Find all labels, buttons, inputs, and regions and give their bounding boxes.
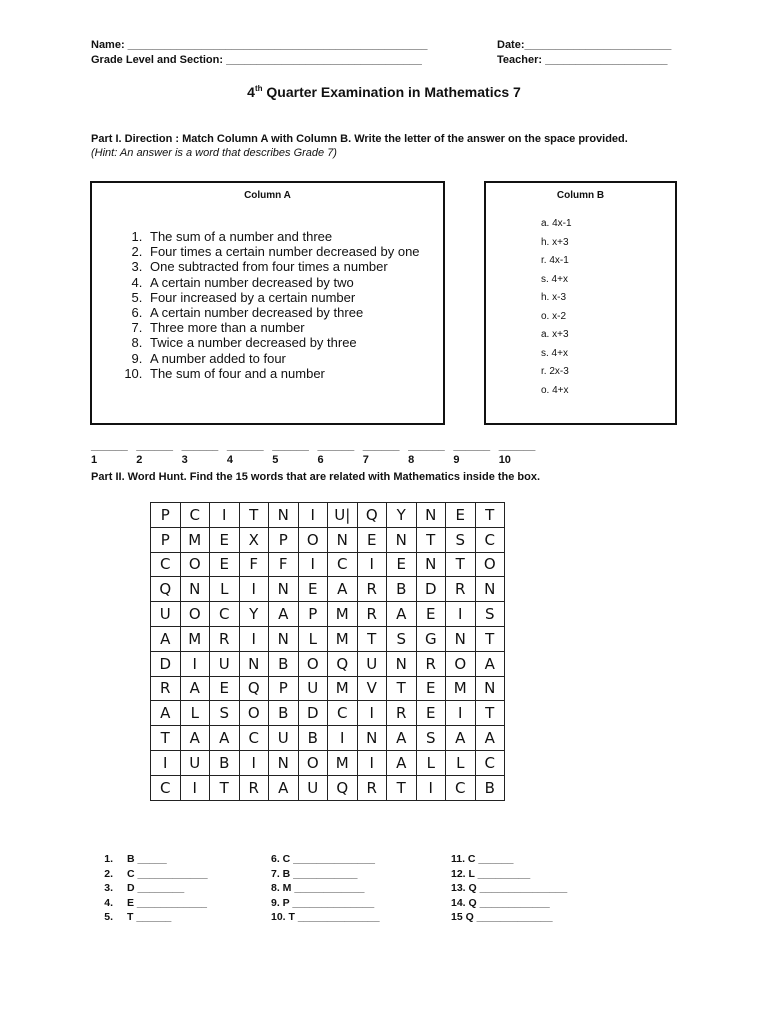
grade-section-field[interactable]: Grade Level and Section: ________________________________ — [91, 54, 422, 66]
grid-cell[interactable]: R — [416, 651, 446, 676]
word-answer-item[interactable]: 7. B ___________ — [271, 867, 358, 880]
word-answer-number: 2. — [104, 867, 113, 880]
grid-cell[interactable]: N — [239, 651, 269, 676]
teacher-field[interactable]: Teacher: ____________________ — [497, 54, 668, 66]
grid-cell[interactable]: N — [328, 527, 358, 552]
part1-hint: (Hint: An answer is a word that describes Grade 7) — [91, 147, 337, 159]
answer-blank-number: 9 — [453, 454, 460, 466]
grid-cell[interactable]: Y — [387, 503, 417, 528]
word-answer-number: 1. — [104, 853, 113, 865]
grid-cell[interactable]: Q — [239, 676, 269, 701]
grid-cell[interactable]: P — [151, 527, 181, 552]
grid-cell[interactable]: U — [269, 726, 299, 751]
grid-cell[interactable]: T — [475, 626, 505, 651]
grid-cell[interactable]: N — [357, 726, 387, 751]
column-b-item: a. x+3 — [541, 329, 569, 340]
grid-row — [151, 552, 505, 577]
grid-cell[interactable]: A — [151, 626, 181, 651]
grid-cell[interactable]: U — [298, 775, 328, 800]
grid-cell[interactable]: A — [269, 602, 299, 627]
grid-cell[interactable]: R — [387, 701, 417, 726]
grid-cell[interactable]: R — [357, 602, 387, 627]
grid-cell[interactable]: N — [475, 577, 505, 602]
grid-cell[interactable]: O — [180, 602, 210, 627]
word-answer-item[interactable]: 11. C ______ — [451, 853, 514, 865]
grid-cell[interactable]: I — [239, 577, 269, 602]
title-ordinal-number: 4 — [247, 84, 255, 100]
part1-direction: Part I. Direction : Match Column A with Column B. Write the letter of the answer on the space provided. — [91, 133, 628, 145]
grid-cell[interactable]: P — [269, 676, 299, 701]
column-a-item: 1. The sum of a number and three — [146, 229, 420, 244]
column-a-item: 7. Three more than a number — [146, 320, 420, 335]
grid-row — [151, 775, 505, 800]
column-a-item: 8. Twice a number decreased by three — [146, 335, 420, 350]
column-b-title: Column B — [556, 190, 605, 201]
word-answer-item[interactable] — [91, 897, 208, 912]
answer-blank-number: 1 — [91, 454, 98, 466]
page-title — [0, 84, 768, 100]
grid-cell[interactable]: R — [151, 676, 181, 701]
word-answer-number: 4. — [104, 896, 113, 909]
word-answer-item[interactable]: 14. Q ____________ — [451, 896, 550, 909]
answer-blank-number: 7 — [362, 454, 369, 466]
grid-row — [151, 651, 505, 676]
answer-blank-number: 3 — [181, 454, 188, 466]
word-answer-number: 5. — [104, 911, 113, 924]
grid-cell[interactable]: P — [269, 527, 299, 552]
column-a-item: 2. Four times a certain number decreased by one — [146, 244, 420, 259]
grid-cell[interactable]: B — [475, 775, 505, 800]
grid-cell[interactable]: R — [357, 775, 387, 800]
name-field[interactable]: Name: _________________________________________________ — [91, 39, 428, 51]
grid-cell[interactable]: F — [269, 552, 299, 577]
grid-cell[interactable]: I — [151, 750, 181, 775]
column-a-item: 3. One subtracted from four times a number — [146, 259, 420, 274]
grid-cell[interactable]: E — [298, 577, 328, 602]
grid-cell[interactable]: N — [269, 577, 299, 602]
word-answer-number: 3. — [104, 882, 113, 895]
grid-row — [151, 726, 505, 751]
word-answer-item[interactable]: 13. Q _______________ — [451, 882, 568, 895]
grid-cell[interactable]: Q — [151, 577, 181, 602]
grid-cell[interactable]: M — [328, 602, 358, 627]
grid-cell[interactable]: S — [416, 726, 446, 751]
grid-cell[interactable]: C — [239, 726, 269, 751]
answer-blank-number: 6 — [317, 454, 324, 466]
grid-cell[interactable]: I — [357, 701, 387, 726]
column-a-item: 6. A certain number decreased by three — [146, 305, 420, 320]
word-answer-item[interactable]: 12. L _________ — [451, 867, 531, 880]
grid-cell[interactable]: O — [475, 552, 505, 577]
grid-row — [151, 503, 505, 528]
grid-cell[interactable]: E — [416, 701, 446, 726]
grid-cell[interactable]: O — [239, 701, 269, 726]
grid-cell[interactable]: I — [357, 750, 387, 775]
word-answer-text: E ____________ — [127, 896, 207, 909]
grid-cell[interactable]: Y — [239, 602, 269, 627]
grid-cell[interactable]: F — [239, 552, 269, 577]
grid-cell[interactable]: A — [180, 726, 210, 751]
grid-cell[interactable]: B — [298, 726, 328, 751]
grid-row — [151, 577, 505, 602]
grid-cell[interactable]: B — [210, 750, 240, 775]
grid-cell[interactable]: C — [210, 602, 240, 627]
grid-cell[interactable]: M — [180, 527, 210, 552]
answer-blank-number: 4 — [226, 454, 234, 466]
grid-cell[interactable]: Q — [328, 775, 358, 800]
word-answer-item[interactable] — [91, 882, 208, 897]
answer-blanks — [91, 440, 541, 470]
grid-cell[interactable]: N — [475, 676, 505, 701]
grid-cell[interactable]: T — [151, 726, 181, 751]
column-a-item: 9. A number added to four — [146, 351, 420, 366]
column-b-list — [541, 215, 572, 400]
word-answer-text: C ____________ — [127, 867, 208, 880]
word-answer-item[interactable]: 6. C ______________ — [271, 853, 375, 865]
date-field[interactable]: Date:________________________ — [497, 39, 672, 51]
grid-cell[interactable]: C — [180, 503, 210, 528]
grid-row — [151, 602, 505, 627]
grid-cell[interactable]: S — [446, 527, 476, 552]
grid-cell[interactable]: A — [387, 750, 417, 775]
word-answer-item[interactable] — [91, 911, 208, 926]
grid-cell[interactable]: O — [180, 552, 210, 577]
grid-cell[interactable]: T — [475, 701, 505, 726]
grid-cell[interactable]: T — [387, 676, 417, 701]
grid-cell[interactable]: P — [151, 503, 181, 528]
grid-cell[interactable]: O — [298, 750, 328, 775]
grid-cell[interactable]: E — [210, 527, 240, 552]
grid-cell[interactable]: L — [446, 750, 476, 775]
grid-cell[interactable]: B — [387, 577, 417, 602]
grid-cell[interactable]: B — [269, 651, 299, 676]
part2-direction: Part II. Word Hunt. Find the 15 words that are related with Mathematics inside the box. — [91, 471, 541, 483]
grid-row — [151, 626, 505, 651]
grid-cell[interactable]: T — [210, 775, 240, 800]
answer-blank-line[interactable]: ______ — [91, 440, 128, 452]
column-b-item: h. x-3 — [541, 292, 567, 303]
grid-row — [151, 527, 505, 552]
grid-cell[interactable]: N — [416, 552, 446, 577]
grid-cell[interactable]: M — [328, 676, 358, 701]
grid-cell[interactable]: A — [210, 726, 240, 751]
grid-cell[interactable]: R — [239, 775, 269, 800]
column-b-item: s. 4+x — [541, 273, 568, 285]
column-a-item: 4. A certain number decreased by two — [146, 275, 420, 290]
grid-cell[interactable]: I — [357, 552, 387, 577]
word-answer-item[interactable]: 10. T ______________ — [271, 911, 380, 924]
answers-column-2 — [271, 853, 380, 926]
column-a-item: 5. Four increased by a certain number — [146, 290, 420, 305]
grid-cell[interactable]: D — [416, 577, 446, 602]
column-b-item: s. 4+x — [541, 347, 568, 359]
answer-blank-line[interactable]: ______ — [317, 440, 355, 452]
grid-cell[interactable]: I — [298, 503, 328, 528]
grid-cell[interactable]: I — [210, 503, 240, 528]
grid-cell[interactable]: R — [446, 577, 476, 602]
column-b-item: r. 4x-1 — [541, 255, 569, 266]
grid-cell[interactable]: L — [416, 750, 446, 775]
grid-cell[interactable]: A — [269, 775, 299, 800]
grid-cell[interactable]: M — [180, 626, 210, 651]
title-text: Quarter Examination in Mathematics 7 — [262, 84, 521, 100]
grid-cell[interactable]: N — [269, 750, 299, 775]
grid-cell[interactable]: I — [239, 750, 269, 775]
grid-cell[interactable]: V — [357, 676, 387, 701]
answer-blank-line[interactable]: ______ — [453, 440, 491, 452]
grid-cell[interactable]: N — [446, 626, 476, 651]
grid-cell[interactable]: U — [210, 651, 240, 676]
column-a-list — [92, 229, 420, 381]
grid-cell[interactable]: I — [180, 651, 210, 676]
column-b-box — [484, 181, 677, 425]
grid-cell[interactable]: U — [357, 651, 387, 676]
word-answer-item[interactable]: 8. M ____________ — [271, 882, 365, 895]
grid-cell[interactable]: C — [151, 775, 181, 800]
word-answer-text: D ________ — [127, 882, 185, 895]
grid-cell[interactable]: I — [298, 552, 328, 577]
grid-cell[interactable]: A — [151, 701, 181, 726]
grid-cell[interactable]: A — [387, 726, 417, 751]
grid-cell[interactable]: G — [416, 626, 446, 651]
grid-cell[interactable]: E — [416, 602, 446, 627]
grid-cell[interactable]: C — [475, 527, 505, 552]
answer-blank-line[interactable]: ______ — [362, 440, 400, 452]
word-hunt-grid — [150, 502, 505, 801]
grid-cell[interactable]: A — [328, 577, 358, 602]
grid-cell[interactable]: O — [446, 651, 476, 676]
column-b-item: a. 4x-1 — [541, 218, 572, 229]
word-answer-item[interactable]: 15 Q _____________ — [451, 911, 553, 924]
grid-cell[interactable]: D — [298, 701, 328, 726]
answer-blank-number: 5 — [272, 454, 279, 466]
grid-cell[interactable]: I — [328, 726, 358, 751]
grid-cell[interactable]: O — [298, 527, 328, 552]
grid-cell[interactable]: E — [416, 676, 446, 701]
grid-cell[interactable]: D — [151, 651, 181, 676]
grid-cell[interactable]: L — [298, 626, 328, 651]
answers-column-3 — [451, 853, 567, 926]
grid-cell[interactable]: U — [298, 676, 328, 701]
answer-blank-line[interactable]: ______ — [226, 440, 264, 452]
grid-cell[interactable]: L — [210, 577, 240, 602]
grid-cell[interactable]: E — [210, 676, 240, 701]
grid-cell[interactable]: E — [446, 503, 476, 528]
grid-cell[interactable]: N — [387, 527, 417, 552]
answer-blank-line[interactable]: ______ — [136, 440, 174, 452]
grid-cell[interactable]: R — [357, 577, 387, 602]
grid-cell[interactable]: I — [239, 626, 269, 651]
grid-cell[interactable]: L — [180, 701, 210, 726]
grid-cell[interactable]: X — [239, 527, 269, 552]
grid-cell[interactable]: U — [151, 602, 181, 627]
grid-cell[interactable]: S — [475, 602, 505, 627]
word-answer-item[interactable]: 9. P ______________ — [271, 896, 375, 909]
grid-cell[interactable]: E — [387, 552, 417, 577]
column-b-item: h. x+3 — [541, 236, 569, 248]
word-answer-item[interactable] — [91, 868, 208, 883]
grid-cell[interactable]: A — [475, 651, 505, 676]
grid-cell[interactable]: M — [328, 750, 358, 775]
column-a-box — [90, 181, 445, 425]
column-a-title: Column A — [244, 190, 291, 201]
grid-row — [151, 701, 505, 726]
word-answer-item[interactable] — [91, 853, 208, 868]
grid-cell[interactable]: C — [328, 552, 358, 577]
word-answer-text: B _____ — [127, 853, 167, 865]
grid-cell[interactable]: R — [210, 626, 240, 651]
grid-cell[interactable]: M — [446, 676, 476, 701]
grid-cell[interactable]: A — [387, 602, 417, 627]
grid-cell[interactable]: N — [269, 626, 299, 651]
grid-cell[interactable]: T — [357, 626, 387, 651]
answer-blank-line[interactable]: ______ — [408, 440, 445, 452]
grid-cell[interactable]: Q — [328, 651, 358, 676]
grid-cell[interactable]: C — [475, 750, 505, 775]
grid-cell[interactable]: I — [416, 775, 446, 800]
grid-row — [151, 676, 505, 701]
grid-cell[interactable]: Q — [357, 503, 387, 528]
answer-blank-number: 10 — [498, 454, 511, 466]
grid-cell[interactable]: A — [475, 726, 505, 751]
grid-cell[interactable]: A — [180, 676, 210, 701]
column-b-item: r. 2x-3 — [541, 366, 569, 377]
grid-cell[interactable]: T — [446, 552, 476, 577]
grid-cell[interactable]: U — [180, 750, 210, 775]
grid-cell[interactable]: N — [416, 503, 446, 528]
grid-cell[interactable]: I — [446, 701, 476, 726]
column-a-item: 10. The sum of four and a number — [146, 366, 420, 381]
answer-blank-number: 8 — [408, 454, 415, 466]
grid-row — [151, 750, 505, 775]
grid-cell[interactable]: C — [151, 552, 181, 577]
title-ordinal-suffix: th — [254, 84, 263, 93]
word-answer-text: T ______ — [127, 911, 172, 924]
grid-cell[interactable]: I — [180, 775, 210, 800]
column-b-item: o. 4+x — [541, 384, 569, 396]
grid-cell[interactable]: T — [239, 503, 269, 528]
answer-blank-line[interactable]: ______ — [181, 440, 219, 452]
answer-blank-line[interactable]: ______ — [272, 440, 309, 452]
grid-cell[interactable]: S — [210, 701, 240, 726]
grid-cell[interactable]: B — [269, 701, 299, 726]
answers-column-1 — [91, 853, 208, 926]
grid-cell[interactable]: N — [269, 503, 299, 528]
grid-cell[interactable]: M — [328, 626, 358, 651]
grid-cell[interactable]: P — [298, 602, 328, 627]
grid-cell[interactable]: O — [298, 651, 328, 676]
grid-cell[interactable]: T — [475, 503, 505, 528]
grid-cell[interactable]: E — [210, 552, 240, 577]
grid-cell[interactable]: N — [387, 651, 417, 676]
grid-cell[interactable]: C — [328, 701, 358, 726]
grid-cell[interactable]: T — [387, 775, 417, 800]
grid-cell[interactable]: C — [446, 775, 476, 800]
answer-blank-line[interactable]: ______ — [498, 440, 536, 452]
column-b-item: o. x-2 — [541, 310, 567, 322]
grid-cell[interactable]: N — [180, 577, 210, 602]
grid-cell[interactable]: A — [446, 726, 476, 751]
answer-blank-number: 2 — [136, 454, 143, 466]
grid-cell[interactable]: U| — [328, 503, 358, 528]
grid-cell[interactable]: E — [357, 527, 387, 552]
grid-cell[interactable]: S — [387, 626, 417, 651]
grid-cell[interactable]: I — [446, 602, 476, 627]
grid-cell[interactable]: T — [416, 527, 446, 552]
